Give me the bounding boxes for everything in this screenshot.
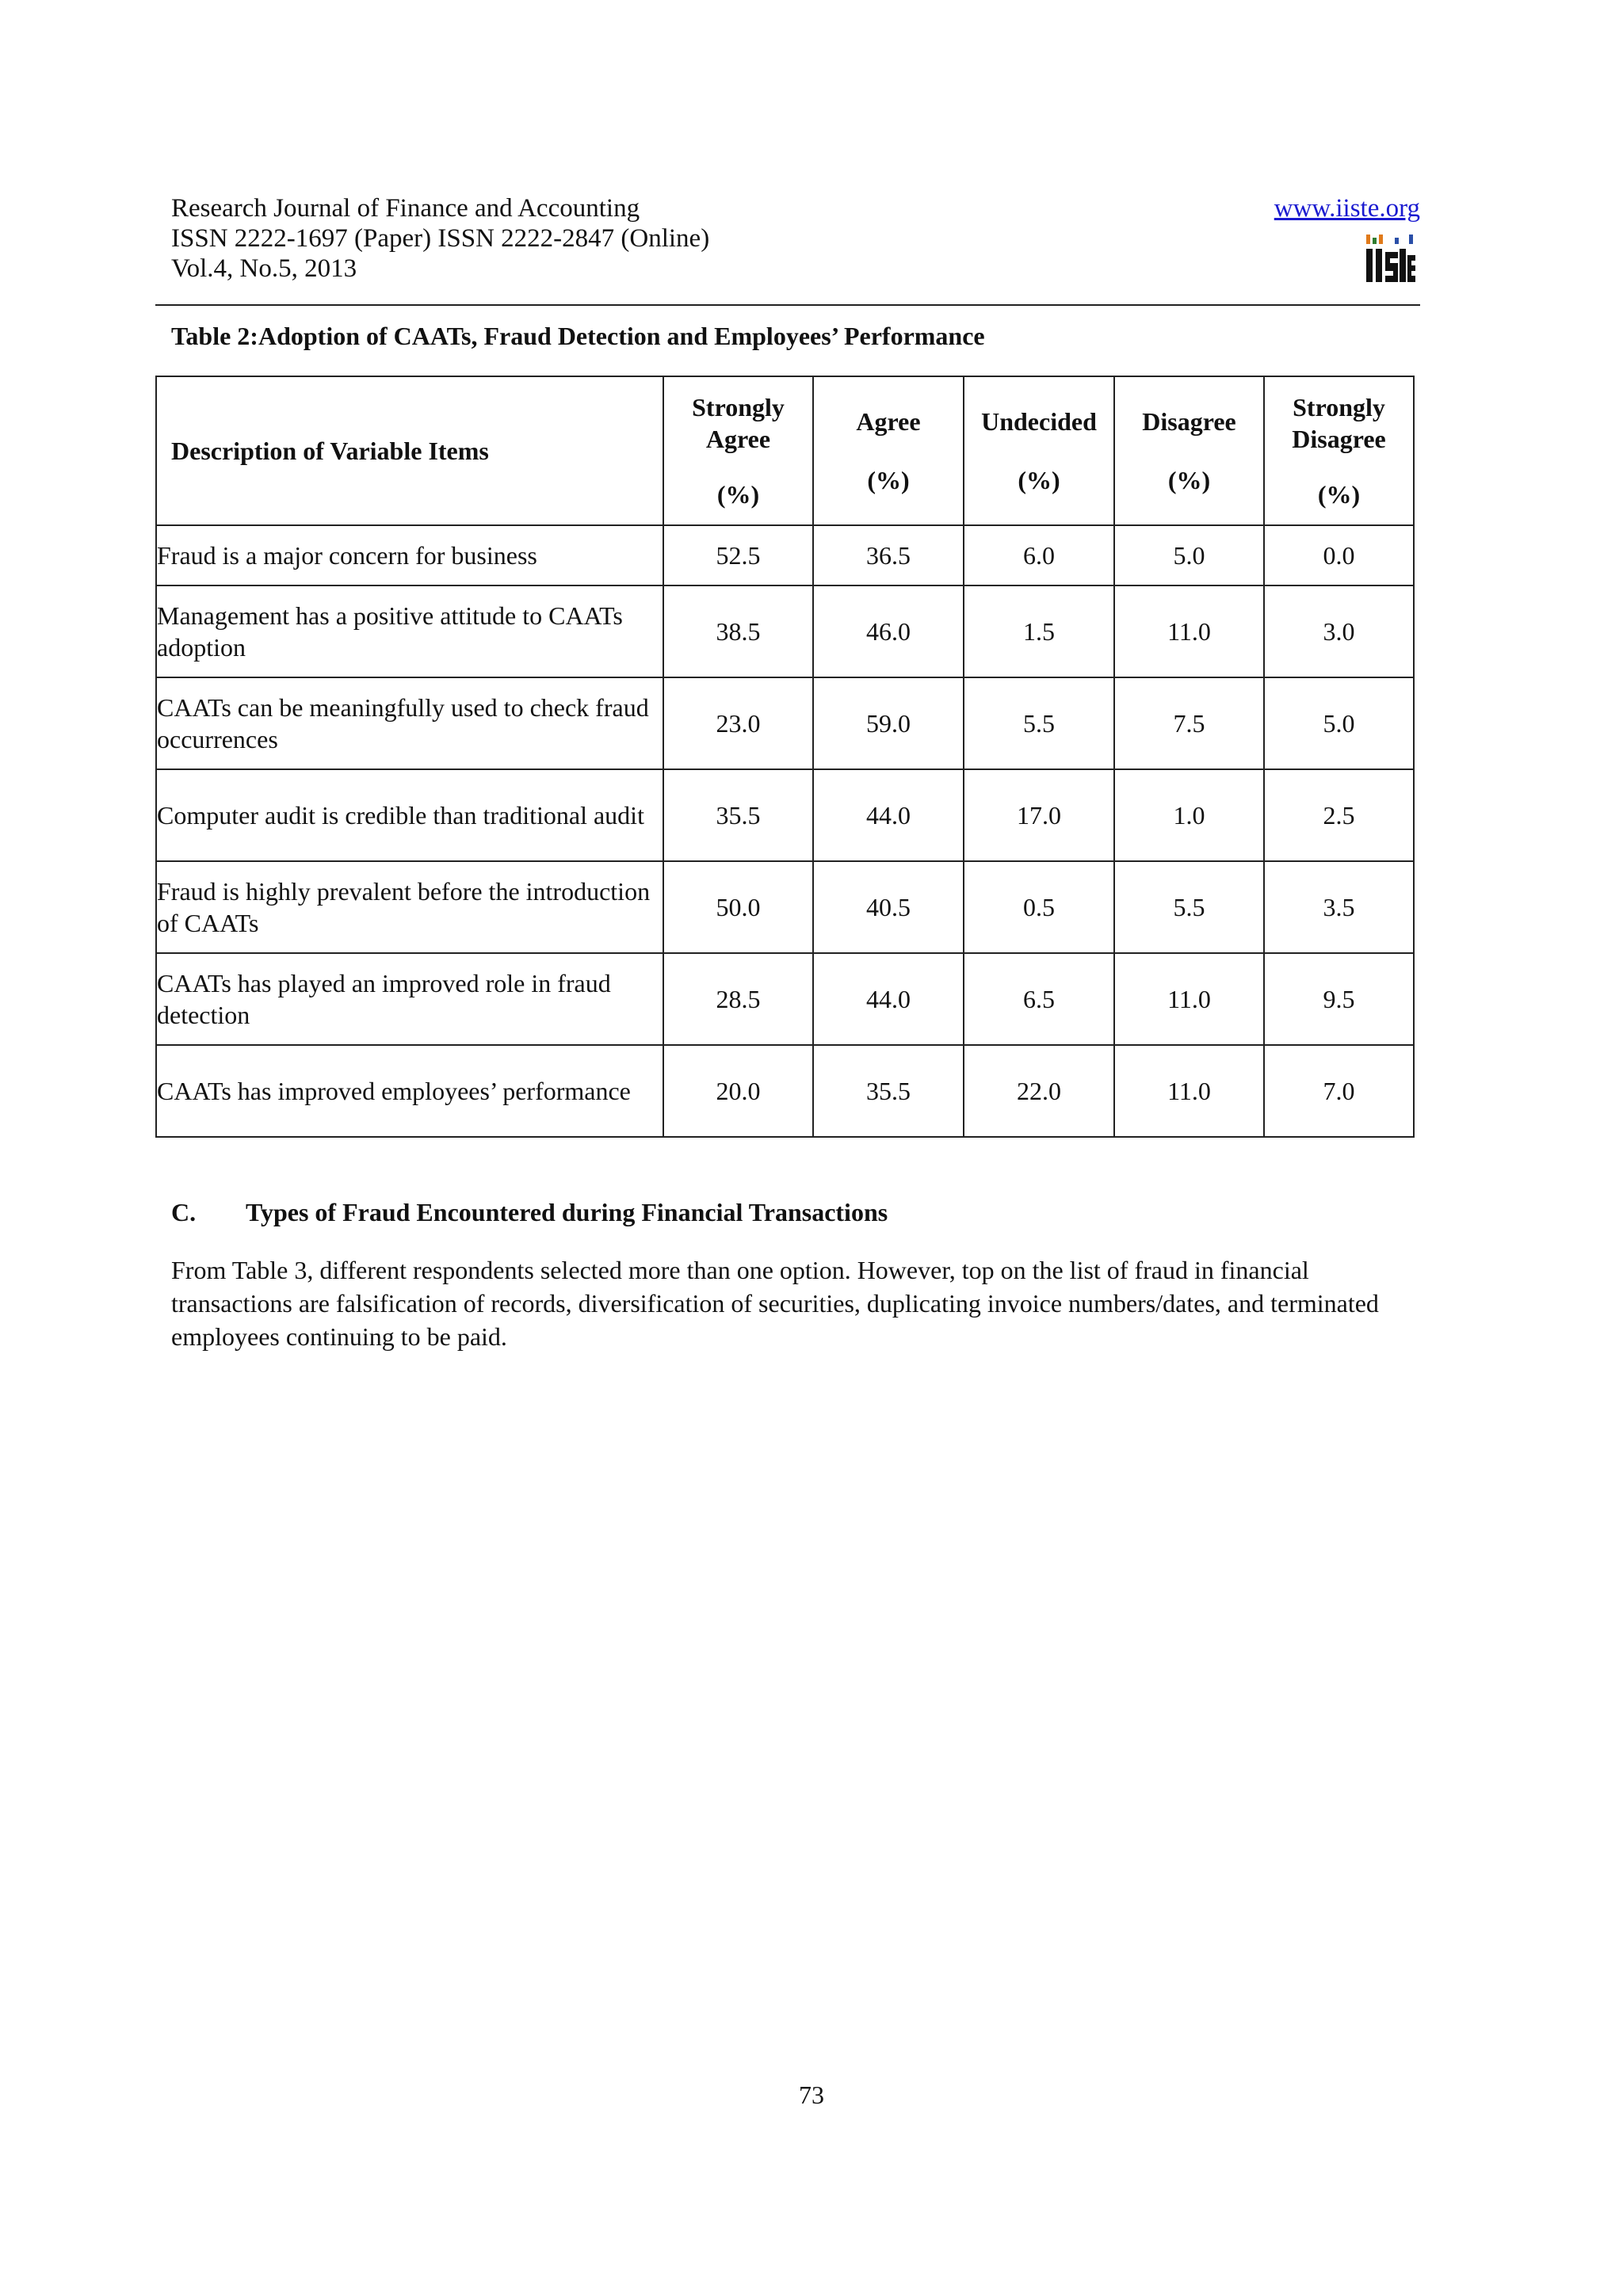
section-letter: C. xyxy=(171,1198,197,1226)
cell-strongly-disagree: 7.0 xyxy=(1264,1045,1414,1137)
column-unit: (%) xyxy=(1018,466,1060,494)
page-number: 73 xyxy=(799,2081,824,2109)
column-header-undecided xyxy=(964,376,1114,525)
cell-disagree: 5.0 xyxy=(1114,525,1264,585)
cell-strongly-disagree: 2.5 xyxy=(1264,769,1414,861)
cell-agree: 59.0 xyxy=(813,677,964,769)
cell-disagree: 11.0 xyxy=(1114,585,1264,677)
cell-disagree: 1.0 xyxy=(1114,769,1264,861)
column-unit: (%) xyxy=(1167,466,1211,494)
row-description: Computer audit is credible than traditional audit xyxy=(156,769,663,861)
column-header-agree xyxy=(813,376,964,525)
cell-undecided: 22.0 xyxy=(964,1045,1114,1137)
row-description: CAATs has improved employees’ performance xyxy=(156,1045,663,1137)
table-row xyxy=(156,585,1414,677)
table-row xyxy=(156,769,1414,861)
table-row xyxy=(156,1045,1414,1137)
column-label: Undecided xyxy=(981,407,1097,436)
cell-undecided: 6.5 xyxy=(964,953,1114,1045)
cell-strongly-agree: 28.5 xyxy=(663,953,813,1045)
cell-agree: 44.0 xyxy=(813,769,964,861)
cell-agree: 36.5 xyxy=(813,525,964,585)
cell-undecided: 6.0 xyxy=(964,525,1114,585)
cell-undecided: 0.5 xyxy=(964,861,1114,953)
cell-strongly-agree: 50.0 xyxy=(663,861,813,953)
cell-strongly-disagree: 9.5 xyxy=(1264,953,1414,1045)
cell-strongly-disagree: 3.0 xyxy=(1264,585,1414,677)
column-unit: (%) xyxy=(716,480,760,509)
table-row xyxy=(156,861,1414,953)
likert-table xyxy=(155,376,1415,1138)
cell-disagree: 11.0 xyxy=(1114,953,1264,1045)
row-description: Management has a positive attitude to CAATs adoption xyxy=(156,585,663,677)
cell-strongly-disagree: 0.0 xyxy=(1264,525,1414,585)
cell-agree: 40.5 xyxy=(813,861,964,953)
table-row xyxy=(156,525,1414,585)
cell-agree: 44.0 xyxy=(813,953,964,1045)
row-description: Fraud is highly prevalent before the introduction of CAATs xyxy=(156,861,663,953)
cell-disagree: 5.5 xyxy=(1114,861,1264,953)
cell-strongly-disagree: 5.0 xyxy=(1264,677,1414,769)
column-label: Disagree xyxy=(1142,407,1236,436)
journal-issn: ISSN 2222-1697 (Paper) ISSN 2222-2847 (Online) xyxy=(171,224,710,253)
table-header-row xyxy=(156,376,1414,525)
column-header-strongly-agree xyxy=(663,376,813,525)
section-paragraph: From Table 3, different respondents selected more than one option. However, top on the list of fraud in financial transactions are falsification of records, diversification of securities, duplicating invoice numbers/dates, and terminated employees continuing to be paid. xyxy=(171,1256,1379,1351)
cell-strongly-agree: 20.0 xyxy=(663,1045,813,1137)
iiste-logo-icon xyxy=(1365,233,1417,285)
cell-undecided: 1.5 xyxy=(964,585,1114,677)
row-description: CAATs has played an improved role in fraud detection xyxy=(156,953,663,1045)
table-row xyxy=(156,953,1414,1045)
journal-name: Research Journal of Finance and Accounting xyxy=(171,194,640,223)
column-label: Agree xyxy=(856,407,921,436)
row-description: CAATs can be meaningfully used to check fraud occurrences xyxy=(156,677,663,769)
cell-strongly-agree: 52.5 xyxy=(663,525,813,585)
cell-disagree: 7.5 xyxy=(1114,677,1264,769)
column-label: Strongly Agree xyxy=(692,393,785,453)
section-title: Types of Fraud Encountered during Financial Transactions xyxy=(246,1198,888,1226)
description-header: Description of Variable Items xyxy=(156,376,663,525)
cell-strongly-disagree: 3.5 xyxy=(1264,861,1414,953)
column-label: Strongly Disagree xyxy=(1292,393,1386,453)
table-row xyxy=(156,677,1414,769)
column-unit: (%) xyxy=(1317,480,1361,509)
cell-disagree: 11.0 xyxy=(1114,1045,1264,1137)
header-divider xyxy=(155,304,1420,306)
column-header-disagree xyxy=(1114,376,1264,525)
cell-strongly-agree: 23.0 xyxy=(663,677,813,769)
cell-undecided: 17.0 xyxy=(964,769,1114,861)
column-unit: (%) xyxy=(867,466,910,494)
cell-agree: 35.5 xyxy=(813,1045,964,1137)
section-heading xyxy=(171,1196,888,1228)
table-title: Table 2:Adoption of CAATs, Fraud Detection and Employees’ Performance xyxy=(171,322,985,350)
cell-strongly-agree: 38.5 xyxy=(663,585,813,677)
cell-agree: 46.0 xyxy=(813,585,964,677)
journal-volume: Vol.4, No.5, 2013 xyxy=(171,254,357,283)
column-header-strongly-disagree xyxy=(1264,376,1414,525)
cell-undecided: 5.5 xyxy=(964,677,1114,769)
page-header xyxy=(171,193,1420,293)
cell-strongly-agree: 35.5 xyxy=(663,769,813,861)
website-link[interactable]: www.iiste.org xyxy=(1274,194,1420,223)
row-description: Fraud is a major concern for business xyxy=(156,525,663,585)
